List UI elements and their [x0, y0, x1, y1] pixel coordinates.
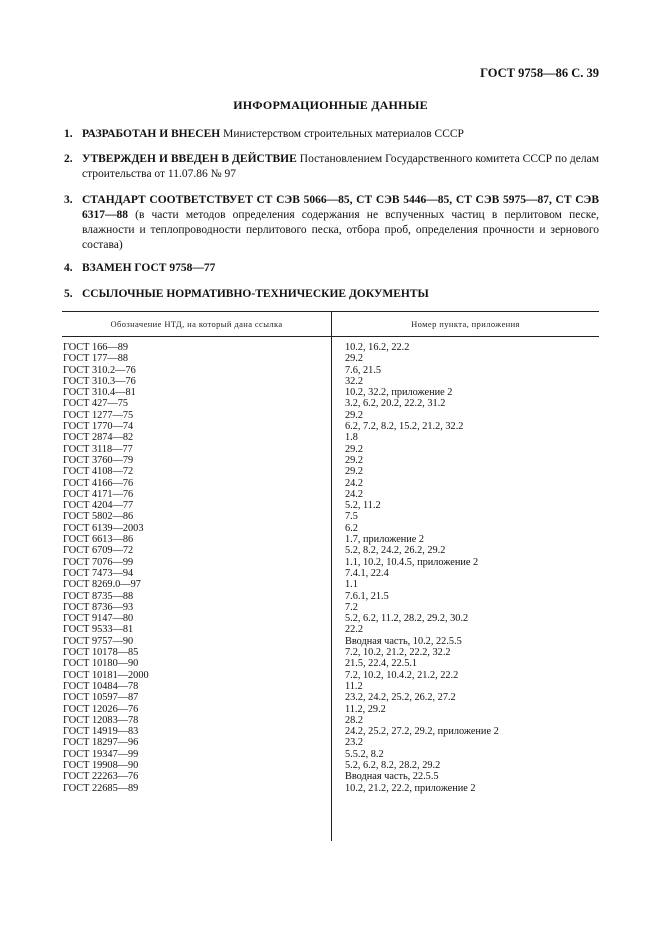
ntd-designation: ГОСТ 12026—76: [63, 703, 139, 715]
clause-numbers: 10.2, 21.2, 22.2, приложение 2: [345, 782, 476, 794]
table-row: [62, 466, 599, 477]
ntd-designation: ГОСТ 7076—99: [63, 556, 134, 568]
ntd-designation: ГОСТ 7473—94: [63, 567, 134, 579]
ntd-designation: ГОСТ 4166—76: [63, 477, 134, 489]
ntd-designation: ГОСТ 19908—90: [63, 759, 139, 771]
ntd-designation: ГОСТ 1770—74: [63, 421, 134, 433]
ntd-designation: ГОСТ 3760—79: [63, 454, 134, 466]
clause-numbers: 1.8: [345, 432, 358, 444]
table-row: [62, 715, 599, 726]
ntd-designation: ГОСТ 14919—83: [63, 726, 139, 738]
item-number: 5.: [64, 288, 73, 300]
table-row: [62, 704, 599, 715]
table-row: [62, 500, 599, 511]
table-row: [62, 455, 599, 466]
clause-numbers: 29.2: [345, 443, 364, 455]
ntd-designation: ГОСТ 310.4—81: [63, 387, 136, 399]
table-row: [62, 432, 599, 443]
page-header: ГОСТ 9758—86 С. 39: [480, 66, 599, 80]
table-body: [62, 342, 599, 794]
clause-numbers: 7.4.1, 22.4: [345, 567, 389, 579]
clause-numbers: 28.2: [345, 714, 364, 726]
ntd-designation: ГОСТ 19347—99: [63, 748, 139, 760]
table-row: [62, 387, 599, 398]
ntd-designation: ГОСТ 10597—87: [63, 692, 139, 704]
clause-numbers: 24.2: [345, 488, 364, 500]
table-row: [62, 602, 599, 613]
table-row: [62, 398, 599, 409]
table-row: [62, 489, 599, 500]
clause-numbers: 11.2: [345, 680, 363, 692]
ntd-designation: ГОСТ 5802—86: [63, 511, 134, 523]
clause-numbers: 6.2, 7.2, 8.2, 15.2, 21.2, 32.2: [345, 421, 464, 433]
info-item-1: [64, 127, 599, 142]
ntd-designation: ГОСТ 10178—85: [63, 647, 139, 659]
item-heading: УТВЕРЖДЕН И ВВЕДЕН В ДЕЙСТВИЕ: [82, 153, 297, 165]
ntd-designation: ГОСТ 8269.0—97: [63, 579, 141, 591]
table-row: [62, 579, 599, 590]
clause-numbers: 10.2, 32.2, приложение 2: [345, 387, 453, 399]
clause-numbers: 5.5.2, 8.2: [345, 748, 384, 760]
info-item-3: [64, 193, 599, 253]
table-row: [62, 771, 599, 782]
table-row: [62, 534, 599, 545]
ntd-designation: ГОСТ 18297—96: [63, 737, 139, 749]
table-row: [62, 613, 599, 624]
ntd-designation: ГОСТ 4108—72: [63, 466, 134, 478]
clause-numbers: 21.5, 22.4, 22.5.1: [345, 658, 418, 670]
ntd-designation: ГОСТ 2874—82: [63, 432, 134, 444]
ntd-designation: ГОСТ 22263—76: [63, 771, 139, 783]
clause-numbers: 7.2: [345, 601, 358, 613]
clause-numbers: Вводная часть, 22.5.5: [345, 771, 439, 783]
clause-numbers: 29.2: [345, 353, 364, 365]
clause-numbers: 5.2, 6.2, 8.2, 28.2, 29.2: [345, 759, 441, 771]
table-row: [62, 749, 599, 760]
clause-numbers: 29.2: [345, 409, 364, 421]
table-row: [62, 670, 599, 681]
table-row: [62, 342, 599, 353]
clause-numbers: 5.2, 8.2, 24.2, 26.2, 29.2: [345, 545, 446, 557]
ntd-designation: ГОСТ 9533—81: [63, 624, 134, 636]
ntd-designation: ГОСТ 8735—88: [63, 590, 134, 602]
item-text: (в части методов определения содержания не вспученных частиц в перлитовом песке, влажности и теплопроводности перлитового песка, отбора проб, определения прочности и зернового состава): [82, 209, 599, 251]
clause-numbers: 23.2, 24.2, 25.2, 26.2, 27.2: [345, 692, 456, 704]
clause-numbers: 23.2: [345, 737, 364, 749]
clause-numbers: 29.2: [345, 466, 364, 478]
ntd-designation: ГОСТ 10181—2000: [63, 669, 149, 681]
ntd-designation: ГОСТ 177—88: [63, 353, 129, 365]
info-item-2: [64, 152, 599, 182]
clause-numbers: Вводная часть, 10.2, 22.5.5: [345, 635, 462, 647]
clause-numbers: 7.6, 21.5: [345, 364, 382, 376]
item-heading: СТАНДАРТ СООТВЕТСТВУЕТ СТ СЭВ 5066—85, СТ СЭВ 5446—85, СТ СЭВ 5975—87, СТ СЭВ 6317—88: [82, 194, 599, 221]
clause-numbers: 29.2: [345, 454, 364, 466]
ntd-designation: ГОСТ 1277—75: [63, 409, 134, 421]
item-text: Министерством строительных материалов СССР: [220, 128, 464, 140]
ntd-designation: ГОСТ 10484—78: [63, 680, 139, 692]
item-heading: ВЗАМЕН ГОСТ 9758—77: [82, 262, 216, 274]
table-row: [62, 421, 599, 432]
clause-numbers: 22.2: [345, 624, 364, 636]
item-heading: ССЫЛОЧНЫЕ НОРМАТИВНО-ТЕХНИЧЕСКИЕ ДОКУМЕНТЫ: [82, 288, 429, 300]
item-number: 4.: [64, 262, 73, 274]
info-item-5: [64, 287, 599, 302]
table-row: [62, 511, 599, 522]
item-number: 3.: [64, 194, 73, 206]
table-row: [62, 376, 599, 387]
clause-numbers: 11.2, 29.2: [345, 703, 386, 715]
table-row: [62, 410, 599, 421]
table-row: [62, 760, 599, 771]
clause-numbers: 10.2, 16.2, 22.2: [345, 342, 410, 353]
table-row: [62, 557, 599, 568]
item-text: Постановлением Государственного комитета СССР по делам строительства от 11.07.86 № 97: [82, 153, 599, 180]
info-item-4: [64, 261, 599, 276]
ntd-designation: ГОСТ 9757—90: [63, 635, 134, 647]
ntd-designation: ГОСТ 10180—90: [63, 658, 139, 670]
ntd-designation: ГОСТ 310.2—76: [63, 364, 136, 376]
clause-numbers: 7.2, 10.2, 21.2, 22.2, 32.2: [345, 647, 451, 659]
ntd-designation: ГОСТ 9147—80: [63, 613, 134, 625]
table-row: [62, 647, 599, 658]
item-number: 1.: [64, 128, 73, 140]
clause-numbers: 1.1, 10.2, 10.4.5, приложение 2: [345, 556, 479, 568]
table-row: [62, 692, 599, 703]
ntd-designation: ГОСТ 8736—93: [63, 601, 134, 613]
ntd-designation: ГОСТ 4204—77: [63, 500, 134, 512]
table-row: [62, 624, 599, 635]
column-header-ntd: Обозначение НТД, на который дана ссылка: [110, 319, 283, 329]
clause-numbers: 5.2, 11.2: [345, 500, 381, 512]
ntd-designation: ГОСТ 166—89: [63, 342, 129, 353]
clause-numbers: 32.2: [345, 375, 364, 387]
ntd-designation: ГОСТ 3118—77: [63, 443, 133, 455]
table-row: [62, 478, 599, 489]
ntd-designation: ГОСТ 6709—72: [63, 545, 134, 557]
table-row: [62, 444, 599, 455]
table-row: [62, 726, 599, 737]
clause-numbers: 24.2: [345, 477, 364, 489]
table-row: [62, 568, 599, 579]
ntd-designation: ГОСТ 12083—78: [63, 714, 139, 726]
clause-numbers: 1.1: [345, 579, 358, 591]
table-row: [62, 783, 599, 794]
clause-numbers: 3.2, 6.2, 20.2, 22.2, 31.2: [345, 398, 446, 410]
reference-table: [62, 311, 599, 841]
clause-numbers: 1.7, приложение 2: [345, 534, 425, 546]
item-number: 2.: [64, 153, 73, 165]
column-header-clause: Номер пункта, приложения: [411, 319, 520, 329]
table-row: [62, 365, 599, 376]
ntd-designation: ГОСТ 6139—2003: [63, 522, 144, 534]
item-heading: РАЗРАБОТАН И ВНЕСЕН: [82, 128, 221, 140]
ntd-designation: ГОСТ 22685—89: [63, 782, 139, 794]
ntd-designation: ГОСТ 4171—76: [63, 488, 134, 500]
clause-numbers: 24.2, 25.2, 27.2, 29.2, приложение 2: [345, 726, 499, 738]
page-title: ИНФОРМАЦИОННЫЕ ДАННЫЕ: [233, 98, 428, 112]
clause-numbers: 5.2, 6.2, 11.2, 28.2, 29.2, 30.2: [345, 613, 469, 625]
ntd-designation: ГОСТ 427—75: [63, 398, 129, 410]
clause-numbers: 6.2: [345, 522, 358, 534]
table-row: [62, 658, 599, 669]
ntd-designation: ГОСТ 310.3—76: [63, 375, 136, 387]
table-row: [62, 681, 599, 692]
table-row: [62, 545, 599, 556]
clause-numbers: 7.5: [345, 511, 358, 523]
table-row: [62, 737, 599, 748]
ntd-designation: ГОСТ 6613—86: [63, 534, 134, 546]
table-row: [62, 591, 599, 602]
clause-numbers: 7.6.1, 21.5: [345, 590, 389, 602]
table-row: [62, 523, 599, 534]
clause-numbers: 7.2, 10.2, 10.4.2, 21.2, 22.2: [345, 669, 459, 681]
table-row: [62, 636, 599, 647]
table-row: [62, 353, 599, 364]
